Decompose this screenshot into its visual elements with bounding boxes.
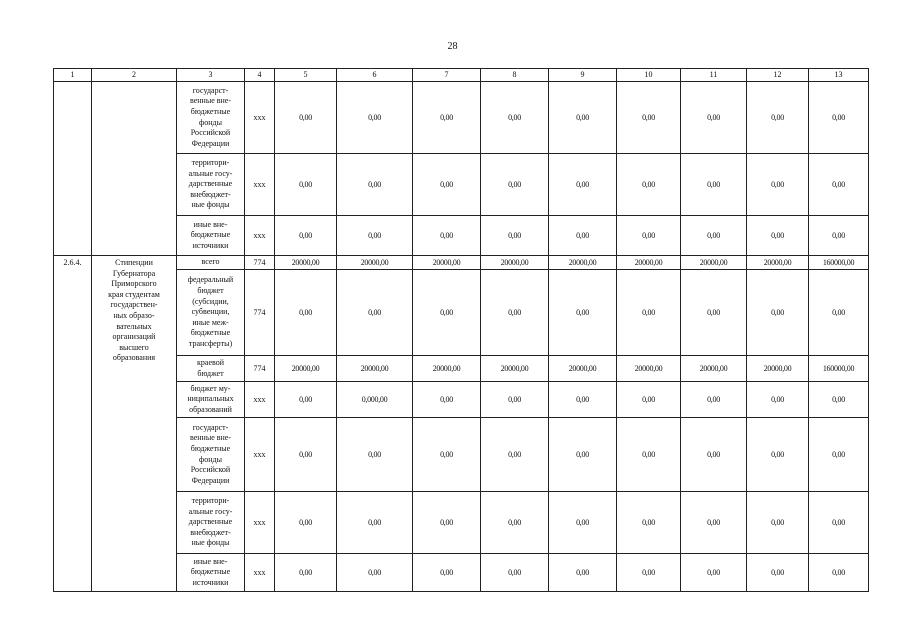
funding-source-cell: территори- альные госу- дарственные внебюджет- ные фонды [177, 154, 245, 216]
value-cell: 0,00 [747, 492, 809, 554]
value-cell: 0,00 [809, 82, 869, 154]
table-row [54, 382, 869, 418]
table-row [54, 492, 869, 554]
column-header: 7 [413, 69, 481, 82]
value-cell: 20000,00 [337, 356, 413, 382]
value-cell: 0,00 [747, 418, 809, 492]
value-cell: 20000,00 [337, 256, 413, 270]
value-cell: 0,00 [549, 216, 617, 256]
value-cell: 0,00 [413, 270, 481, 356]
value-cell: 0,00 [747, 82, 809, 154]
value-cell: 0,00 [275, 216, 337, 256]
value-cell: 0,00 [275, 382, 337, 418]
value-cell: 0,00 [481, 418, 549, 492]
code-cell: 774 [245, 270, 275, 356]
value-cell: 0,00 [337, 492, 413, 554]
code-cell: ххх [245, 154, 275, 216]
value-cell: 0,00 [549, 154, 617, 216]
value-cell: 0,00 [617, 382, 681, 418]
value-cell: 0,00 [337, 82, 413, 154]
value-cell: 0,00 [275, 82, 337, 154]
value-cell: 0,000,00 [337, 382, 413, 418]
funding-source-cell: федеральный бюджет (субсидии, субвенции, иные меж- бюджетные трансферты) [177, 270, 245, 356]
value-cell: 0,00 [413, 154, 481, 216]
value-cell: 0,00 [337, 270, 413, 356]
value-cell: 0,00 [747, 382, 809, 418]
value-cell: 0,00 [549, 492, 617, 554]
value-cell: 0,00 [549, 82, 617, 154]
code-cell: ххх [245, 82, 275, 154]
value-cell: 0,00 [275, 554, 337, 592]
value-cell: 20000,00 [681, 356, 747, 382]
column-header: 12 [747, 69, 809, 82]
value-cell: 0,00 [809, 382, 869, 418]
value-cell: 0,00 [275, 270, 337, 356]
value-cell: 0,00 [809, 216, 869, 256]
value-cell: 0,00 [413, 216, 481, 256]
column-header: 6 [337, 69, 413, 82]
funding-source-cell: бюджет му- ниципальных образований [177, 382, 245, 418]
value-cell: 0,00 [617, 270, 681, 356]
value-cell: 0,00 [747, 216, 809, 256]
code-cell: ххх [245, 418, 275, 492]
value-cell: 0,00 [481, 270, 549, 356]
value-cell: 0,00 [617, 216, 681, 256]
item-name-cell: Стипендии Губернатора Приморского края студентам государствен- ных образо- вательных организаций высшего образования [92, 256, 177, 592]
table-row [54, 270, 869, 356]
code-cell: ххх [245, 382, 275, 418]
value-cell: 0,00 [481, 154, 549, 216]
value-cell: 0,00 [681, 270, 747, 356]
value-cell: 0,00 [413, 418, 481, 492]
value-cell: 20000,00 [681, 256, 747, 270]
code-cell: ххх [245, 492, 275, 554]
code-cell: ххх [245, 554, 275, 592]
value-cell: 0,00 [809, 154, 869, 216]
table-row [54, 216, 869, 256]
value-cell: 0,00 [617, 418, 681, 492]
table-row [54, 356, 869, 382]
funding-source-cell: иные вне- бюджетные источники [177, 554, 245, 592]
budget-table [53, 68, 869, 592]
table-row [54, 154, 869, 216]
value-cell: 0,00 [809, 492, 869, 554]
table-row [54, 554, 869, 592]
funding-source-cell: государст- венные вне- бюджетные фонды Российской Федерации [177, 418, 245, 492]
value-cell: 0,00 [413, 554, 481, 592]
value-cell: 20000,00 [747, 256, 809, 270]
value-cell: 0,00 [809, 554, 869, 592]
value-cell: 0,00 [413, 492, 481, 554]
funding-source-cell: всего [177, 256, 245, 270]
table-row [54, 418, 869, 492]
column-header: 2 [92, 69, 177, 82]
value-cell: 0,00 [617, 492, 681, 554]
value-cell: 0,00 [481, 492, 549, 554]
value-cell: 0,00 [681, 154, 747, 216]
funding-source-cell: государст- венные вне- бюджетные фонды Российской Федерации [177, 82, 245, 154]
value-cell: 0,00 [681, 216, 747, 256]
value-cell: 20000,00 [617, 256, 681, 270]
funding-source-cell: краевой бюджет [177, 356, 245, 382]
value-cell: 0,00 [809, 418, 869, 492]
value-cell: 160000,00 [809, 356, 869, 382]
item-name-cell [92, 82, 177, 256]
value-cell: 20000,00 [275, 256, 337, 270]
value-cell: 20000,00 [617, 356, 681, 382]
value-cell: 0,00 [681, 382, 747, 418]
value-cell: 0,00 [275, 418, 337, 492]
value-cell: 0,00 [549, 418, 617, 492]
item-number-cell [54, 82, 92, 256]
code-cell: 774 [245, 256, 275, 270]
value-cell: 20000,00 [481, 256, 549, 270]
table-row [54, 82, 869, 154]
value-cell: 0,00 [481, 82, 549, 154]
value-cell: 0,00 [413, 82, 481, 154]
table-row [54, 256, 869, 270]
column-header: 13 [809, 69, 869, 82]
value-cell: 0,00 [809, 270, 869, 356]
item-number-cell: 2.6.4. [54, 256, 92, 592]
value-cell: 160000,00 [809, 256, 869, 270]
value-cell: 20000,00 [549, 356, 617, 382]
code-cell: 774 [245, 356, 275, 382]
column-header: 5 [275, 69, 337, 82]
value-cell: 0,00 [275, 154, 337, 216]
column-header: 8 [481, 69, 549, 82]
column-header: 4 [245, 69, 275, 82]
value-cell: 0,00 [681, 554, 747, 592]
value-cell: 0,00 [681, 82, 747, 154]
value-cell: 0,00 [337, 216, 413, 256]
value-cell: 0,00 [481, 554, 549, 592]
value-cell: 0,00 [617, 82, 681, 154]
value-cell: 0,00 [681, 492, 747, 554]
value-cell: 0,00 [413, 382, 481, 418]
value-cell: 20000,00 [413, 256, 481, 270]
funding-source-cell: иные вне- бюджетные источники [177, 216, 245, 256]
page-number: 28 [447, 41, 458, 52]
value-cell: 0,00 [617, 154, 681, 216]
value-cell: 0,00 [275, 492, 337, 554]
value-cell: 20000,00 [481, 356, 549, 382]
column-header: 3 [177, 69, 245, 82]
value-cell: 20000,00 [747, 356, 809, 382]
value-cell: 0,00 [481, 382, 549, 418]
value-cell: 20000,00 [275, 356, 337, 382]
header-row [54, 69, 869, 82]
value-cell: 0,00 [337, 154, 413, 216]
column-header: 11 [681, 69, 747, 82]
value-cell: 0,00 [747, 154, 809, 216]
value-cell: 0,00 [747, 270, 809, 356]
value-cell: 20000,00 [413, 356, 481, 382]
column-header: 10 [617, 69, 681, 82]
value-cell: 0,00 [549, 554, 617, 592]
value-cell: 0,00 [549, 270, 617, 356]
column-header: 1 [54, 69, 92, 82]
value-cell: 0,00 [337, 418, 413, 492]
value-cell: 0,00 [337, 554, 413, 592]
value-cell: 20000,00 [549, 256, 617, 270]
value-cell: 0,00 [747, 554, 809, 592]
column-header: 9 [549, 69, 617, 82]
funding-source-cell: территори- альные госу- дарственные внебюджет- ные фонды [177, 492, 245, 554]
value-cell: 0,00 [681, 418, 747, 492]
value-cell: 0,00 [481, 216, 549, 256]
code-cell: ххх [245, 216, 275, 256]
value-cell: 0,00 [549, 382, 617, 418]
value-cell: 0,00 [617, 554, 681, 592]
